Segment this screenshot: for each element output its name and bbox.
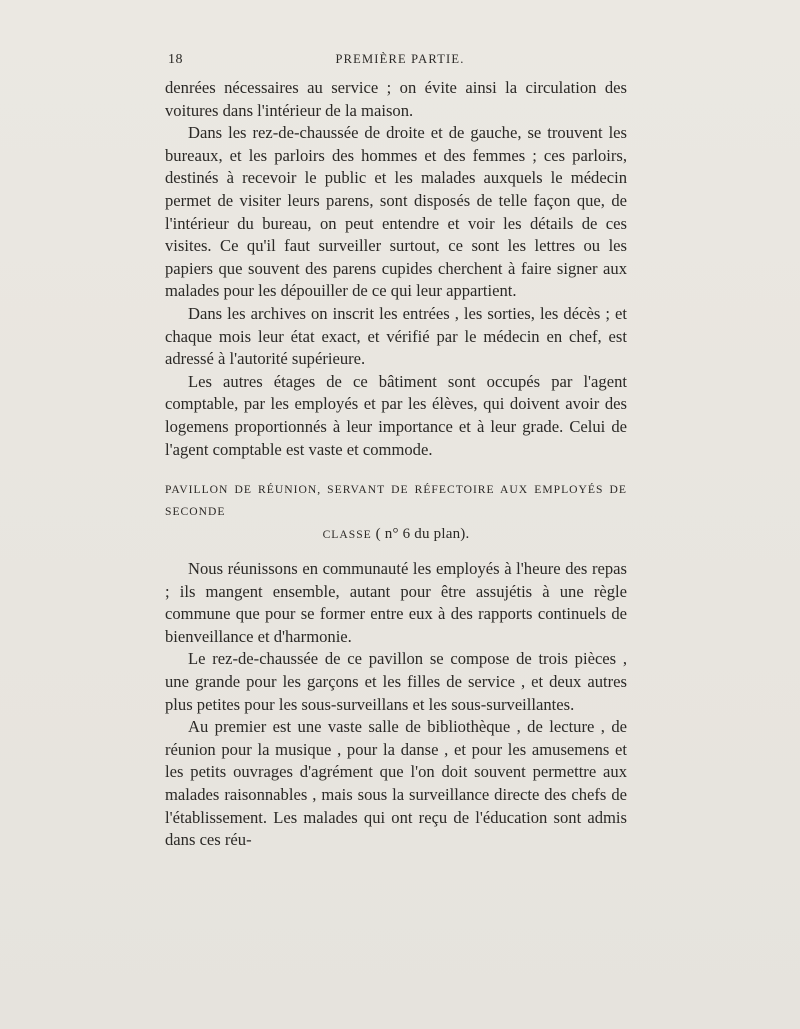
paragraph-archives: Dans les archives on inscrit les entrées , les sorties, les décès ; et chaque mois leur état exact, et vérifié par le médecin en chef, est adressé à l'autorité supérieure. [165, 303, 627, 369]
section-heading-line2 [165, 523, 627, 546]
paragraph-bureaux-parloirs: Dans les rez-de-chaussée de droite et de gauche, se trouvent les bureaux, et les parloirs des hommes et des femmes ; ces parloirs, destinés à recevoir le public et les malades auxquels le médecin permet de visiter leurs parens, sont disposés de telle façon que, de l'intérieur du bureau, on peut entendre et voir les détails de ces visites. Ce qu'il faut surveiller surtout, ce sont les lettres ou les papiers que souvent des parens cupides cherchent à faire signer aux malades pour les dépouiller de ce qui leur appartient. [165, 123, 627, 301]
section-heading [165, 479, 627, 546]
paragraph-autres-etages: Les autres étages de ce bâtiment sont occupés par l'agent comptable, par les employés et par les élèves, qui doivent avoir des logemens proportionnés à leur importance et à leur grade. Celui de l'agent comptable est vaste et commode. [165, 371, 627, 459]
section-heading-caps: CLASSE [322, 528, 372, 542]
paragraph-continued: denrées nécessaires au service ; on évite ainsi la circulation des voitures dans l'intérieur de la maison. [165, 78, 627, 120]
page-number: 18 [168, 52, 183, 67]
paragraph-premier-etage: Au premier est une vaste salle de bibliothèque , de lecture , de réunion pour la musique , pour la danse , et pour les amusemens et les petits ouvrages d'agrément que l'on doit souvent permettre aux malades raisonnables , mais sous la surveillance directe des chefs de l'établissement. Les malades qui ont reçu de l'éducation sont admis dans ces réu- [165, 717, 627, 850]
paragraph-communaute: Nous réunissons en communauté les employés à l'heure des repas ; ils mangent ensemble, autant pour être assujétis à une règle commune que pour se former entre eux à des rapports continuels de bienveillance et d'harmonie. [165, 559, 627, 646]
running-title: PREMIÈRE PARTIE. [335, 52, 465, 66]
running-head [0, 52, 800, 72]
plan-reference: ( n° 6 du plan). [375, 526, 470, 543]
section-heading-line1: PAVILLON DE RÉUNION, SERVANT DE RÉFECTOIRE AUX EMPLOYÉS DE SECONDE [165, 483, 627, 519]
paragraph-rez-de-chaussee: Le rez-de-chaussée de ce pavillon se compose de trois pièces , une grande pour les garçons et les filles de service , et deux autres plus petites pour les sous-surveillans et les sous-surveillantes. [165, 649, 627, 714]
body-text [165, 77, 627, 852]
